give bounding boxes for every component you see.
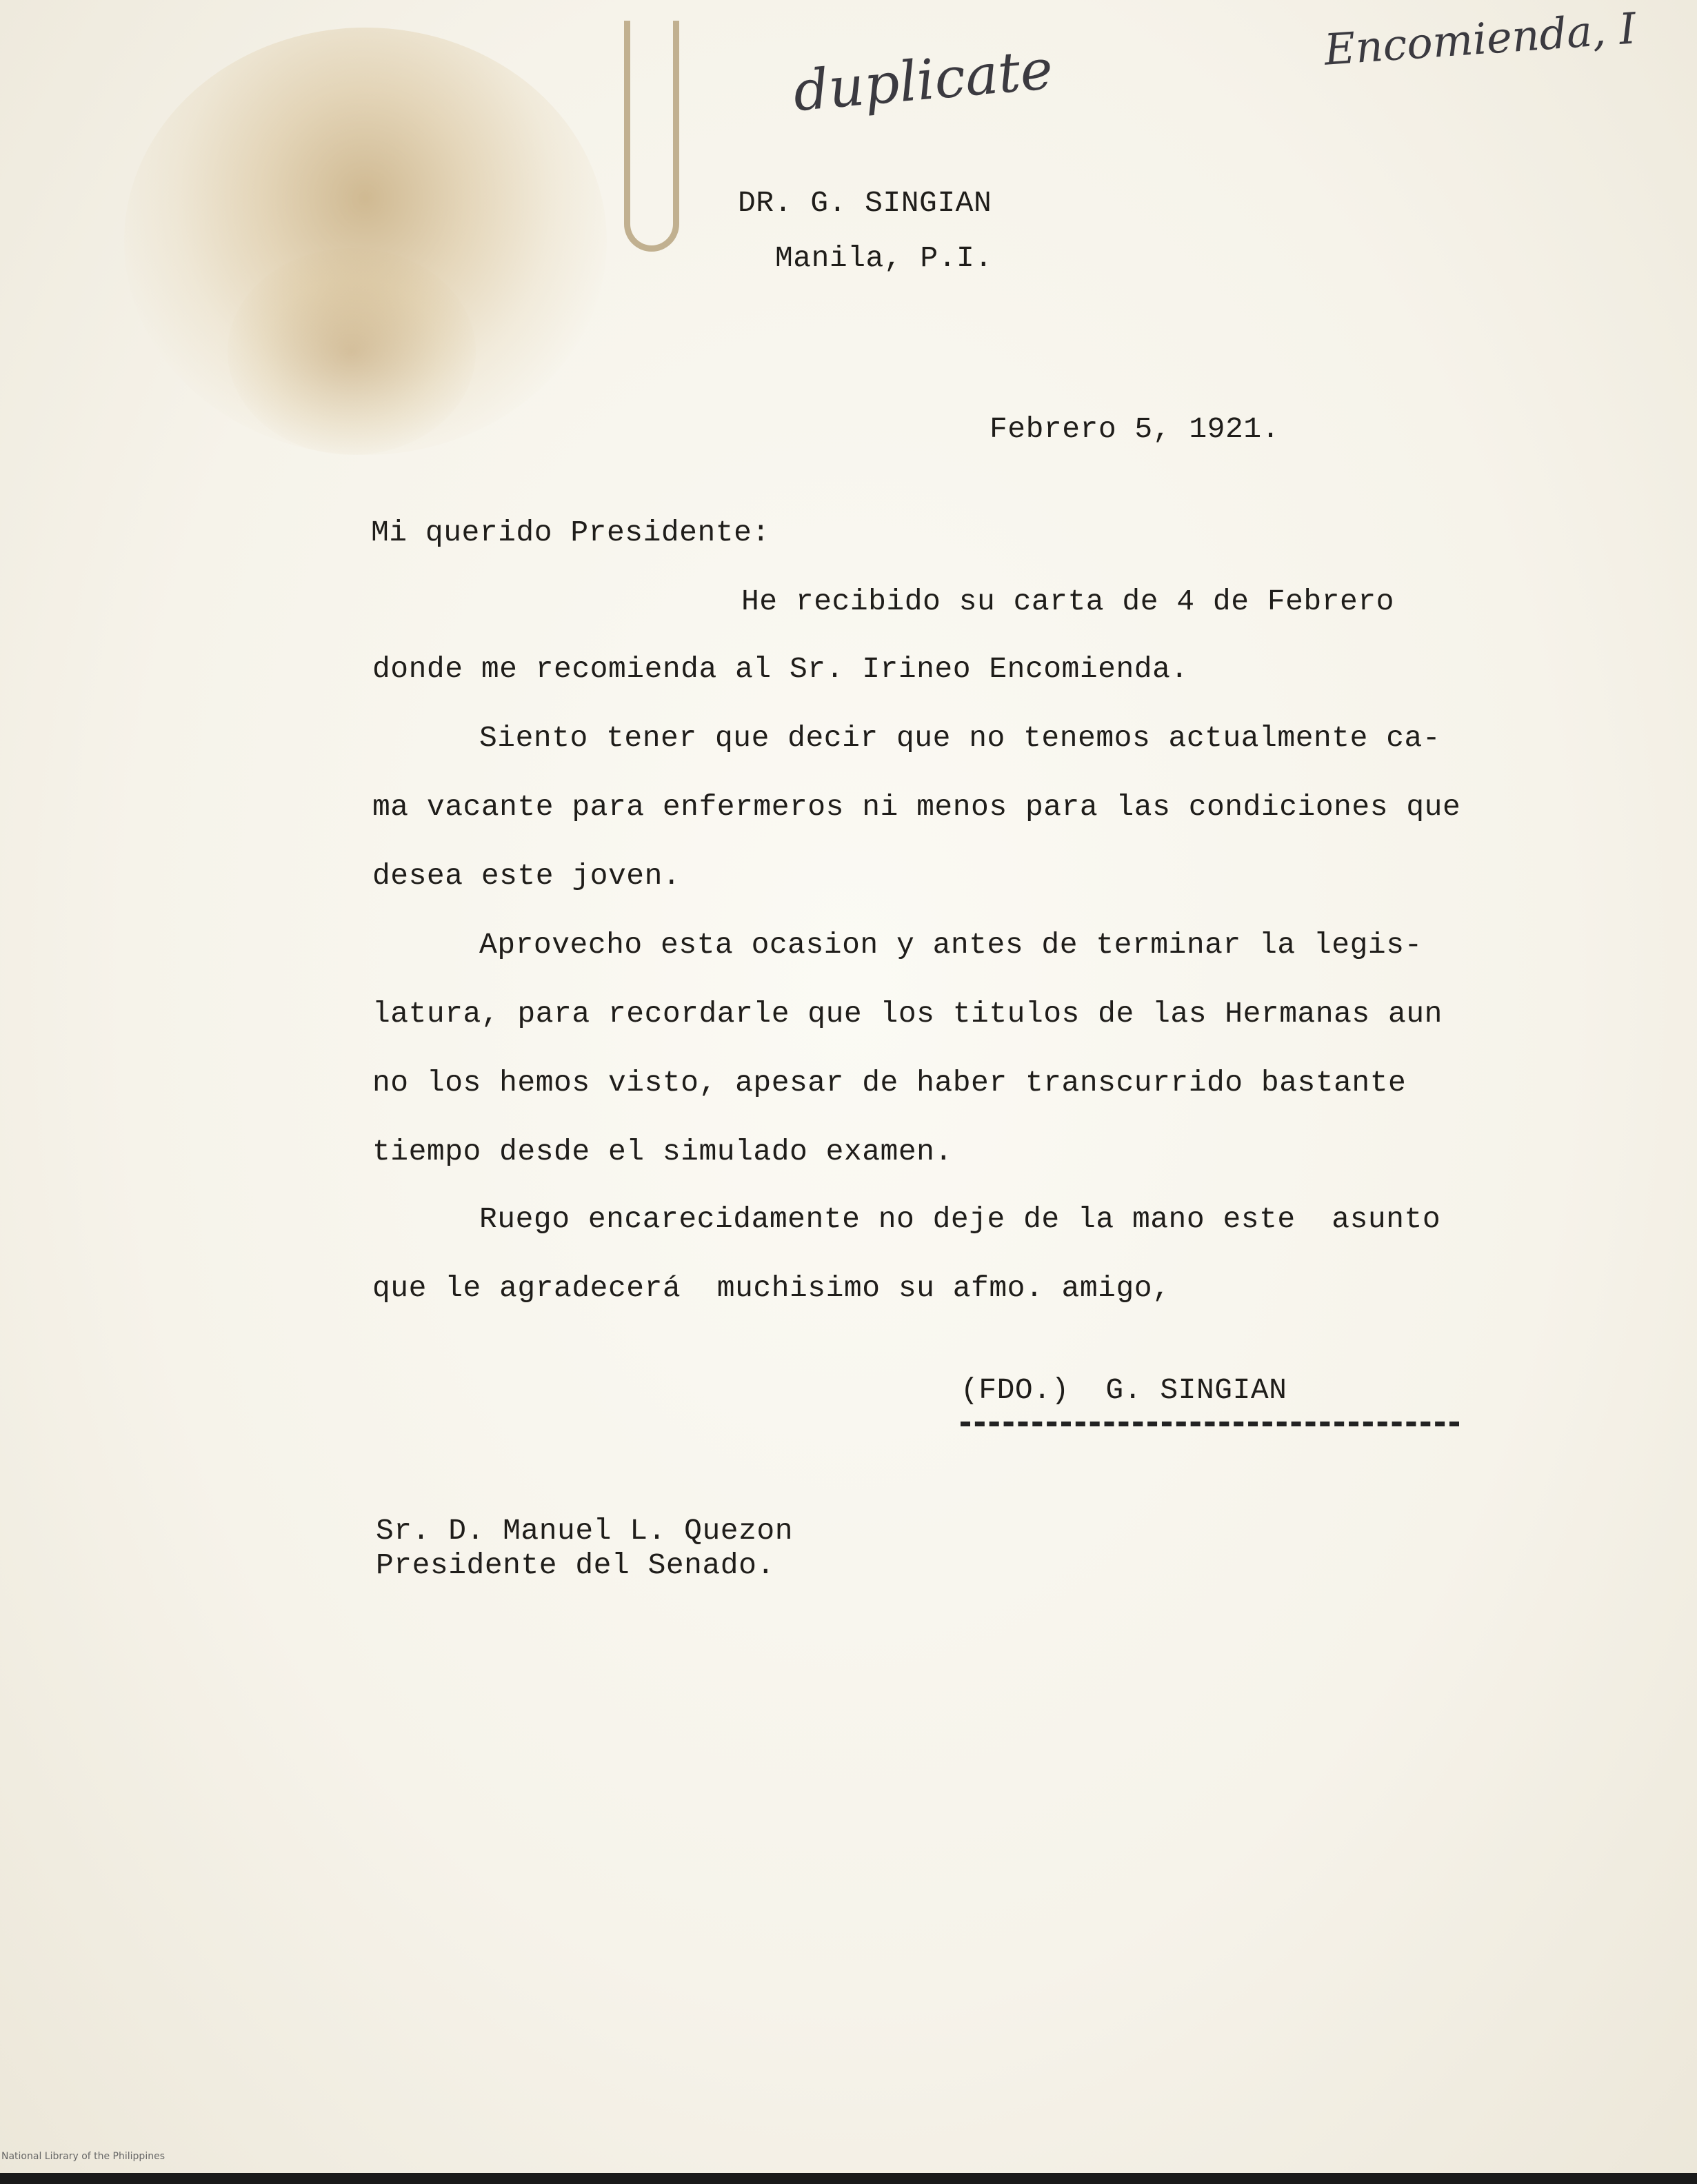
body-line-10: Ruego encarecidamente no deje de la mano este asunto bbox=[479, 1202, 1441, 1236]
water-stain-secondary bbox=[228, 248, 476, 455]
file-note-annotation: Encomienda, I bbox=[1323, 3, 1638, 75]
body-line-9: tiempo desde el simulado examen. bbox=[372, 1135, 953, 1169]
body-line-11: que le agradecerá muchisimo su afmo. amigo, bbox=[372, 1271, 1171, 1305]
salutation: Mi querido Presidente: bbox=[371, 516, 770, 549]
body-line-8: no los hemos visto, apesar de haber transcurrido bastante bbox=[372, 1066, 1407, 1100]
signature-line: (FDO.) G. SINGIAN bbox=[961, 1373, 1287, 1407]
body-line-1: He recibido su carta de 4 de Febrero bbox=[741, 585, 1394, 618]
body-line-5: desea este joven. bbox=[372, 859, 681, 893]
addressee-name: Sr. D. Manuel L. Quezon bbox=[376, 1514, 793, 1548]
scan-edge-strip bbox=[0, 2173, 1697, 2184]
body-line-4: ma vacante para enfermeros ni menos para las condiciones que bbox=[372, 790, 1461, 824]
body-line-7: latura, para recordarle que los titulos de las Hermanas aun bbox=[372, 997, 1443, 1031]
body-line-2: donde me recomienda al Sr. Irineo Encomienda. bbox=[372, 652, 1189, 686]
letter-date: Febrero 5, 1921. bbox=[990, 412, 1280, 446]
body-line-3: Siento tener que decir que no tenemos actualmente ca- bbox=[479, 721, 1441, 755]
duplicate-annotation: duplicate bbox=[790, 37, 1056, 124]
paper-clip-mark bbox=[624, 21, 679, 252]
body-line-6: Aprovecho esta ocasion y antes de terminar la legis- bbox=[479, 928, 1423, 962]
letterhead-city: Manila, P.I. bbox=[775, 241, 993, 275]
signature-rule bbox=[961, 1422, 1459, 1426]
archive-footer: National Library of the Philippines bbox=[1, 2151, 165, 2162]
addressee-title: Presidente del Senado. bbox=[376, 1548, 775, 1582]
letterhead-name: DR. G. SINGIAN bbox=[738, 186, 992, 220]
